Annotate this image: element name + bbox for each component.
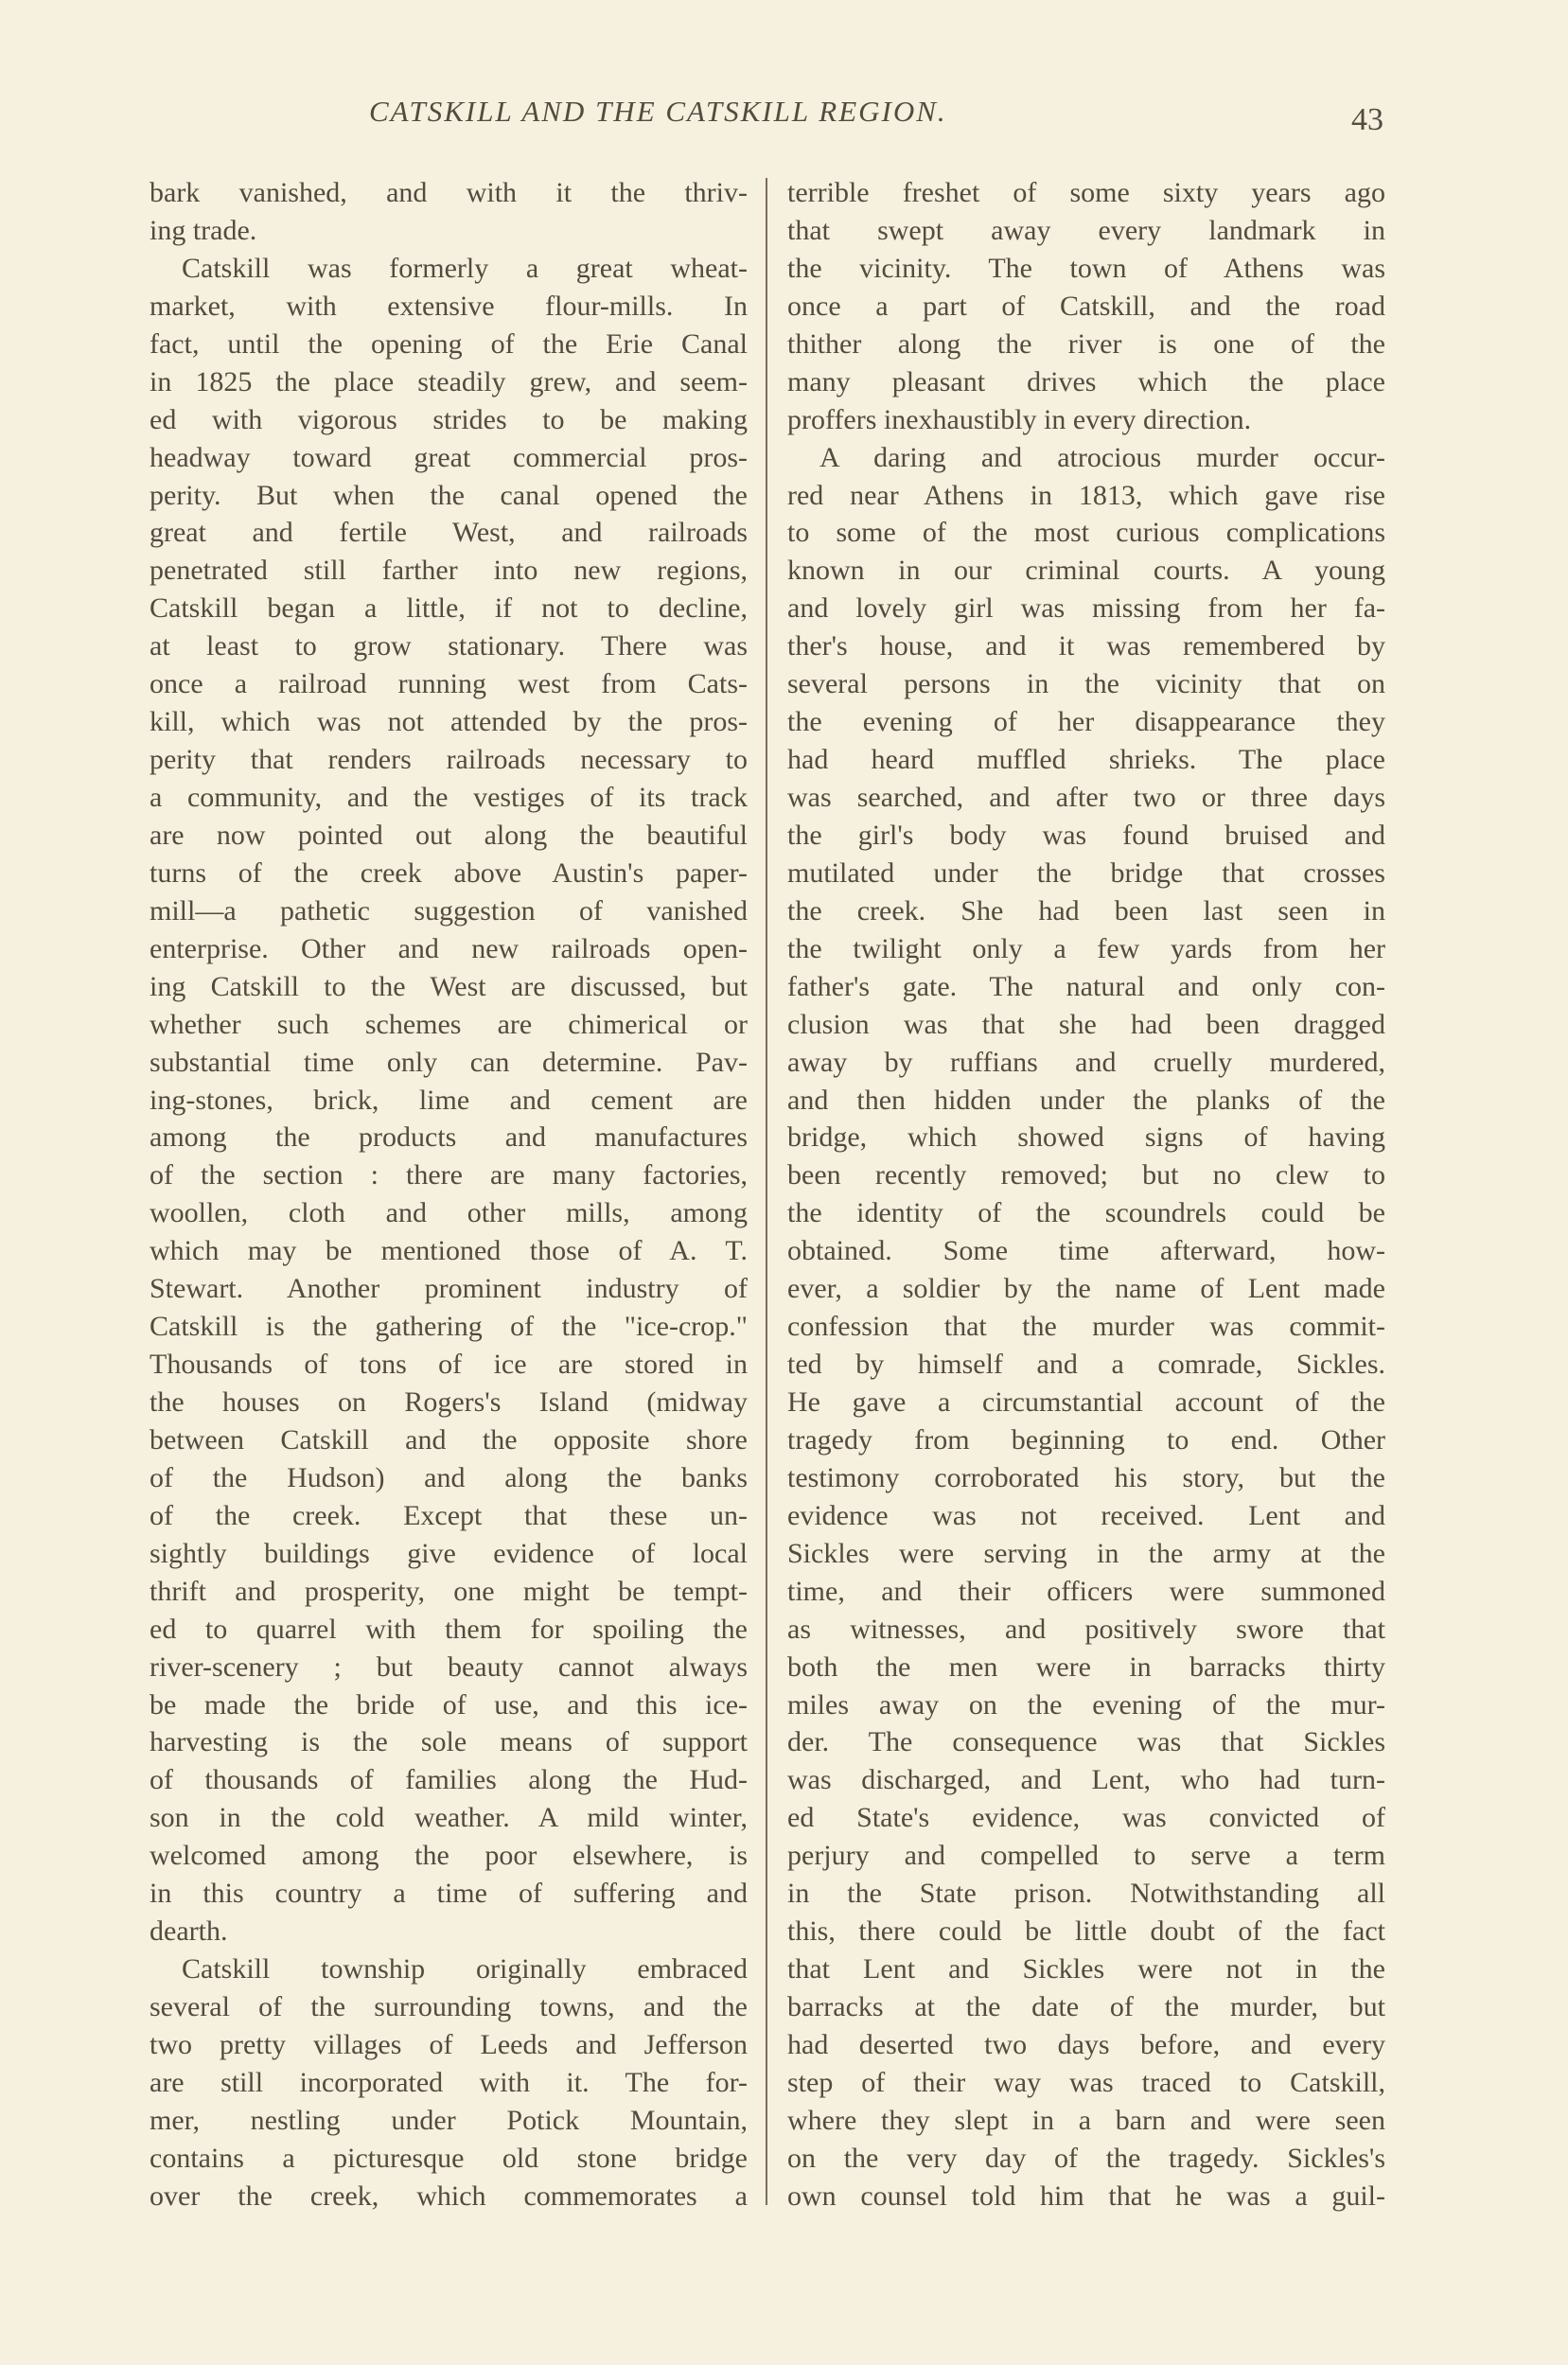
text-line: as witnesses, and positively swore that <box>787 1613 1385 1645</box>
text-line: of the creek. Except that these un- <box>150 1499 748 1531</box>
text-line: ther's house, and it was remembered by <box>787 630 1385 662</box>
text-line: was searched, and after two or three days <box>787 782 1385 813</box>
text-line: been recently removed; but no clew to <box>787 1159 1385 1191</box>
text-line: and lovely girl was missing from her fa- <box>787 592 1385 625</box>
text-line: perjury and compelled to serve a term <box>787 1840 1385 1872</box>
text-line: this, there could be little doubt of the fact <box>787 1915 1385 1948</box>
text-line: to some of the most curious complications <box>787 517 1385 549</box>
text-line: thither along the river is one of the <box>787 327 1385 360</box>
text-line: mutilated under the bridge that crosses <box>787 856 1385 889</box>
text-line: obtained. Some time afterward, how- <box>787 1235 1385 1267</box>
text-line: had deserted two days before, and every <box>787 2028 1385 2060</box>
text-line: the vicinity. The town of Athens was <box>787 252 1385 284</box>
text-line: in the State prison. Notwithstanding all <box>787 1878 1385 1910</box>
text-line: of the Hudson) and along the banks <box>150 1461 748 1493</box>
text-line: perity. But when the canal opened the <box>150 479 748 511</box>
text-line: ed to quarrel with them for spoiling the <box>150 1613 748 1645</box>
text-line: time, and their officers were summoned <box>787 1575 1385 1607</box>
text-line: river-scenery ; but beauty cannot always <box>150 1650 748 1683</box>
text-line: Thousands of tons of ice are stored in <box>150 1349 748 1381</box>
text-line: Sickles were serving in the army at the <box>787 1537 1385 1569</box>
text-line: Stewart. Another prominent industry of <box>150 1273 748 1305</box>
text-line: perity that renders railroads necessary to <box>150 744 748 776</box>
text-line: the evening of her disappearance they <box>787 706 1385 738</box>
text-line: proffers inexhaustibly in every direction. <box>787 403 1252 435</box>
text-line: many pleasant drives which the place <box>787 365 1385 397</box>
text-line: Catskill township originally embraced <box>182 1953 748 1986</box>
text-line: turns of the creek above Austin's paper- <box>150 856 748 889</box>
text-line: ing trade. <box>150 214 257 246</box>
text-line: whether such schemes are chimerical or <box>150 1008 748 1040</box>
text-line: bridge, which showed signs of having <box>787 1121 1385 1154</box>
text-line: He gave a circumstantial account of the <box>787 1386 1385 1418</box>
text-line: are still incorporated with it. The for- <box>150 2066 748 2098</box>
text-line: sightly buildings give evidence of local <box>150 1537 748 1569</box>
text-line: between Catskill and the opposite shore <box>150 1423 748 1456</box>
text-line: known in our criminal courts. A young <box>787 555 1385 587</box>
text-line: several persons in the vicinity that on <box>787 668 1385 700</box>
text-line: be made the bride of use, and this ice- <box>150 1688 748 1721</box>
text-line: was discharged, and Lent, who had turn- <box>787 1764 1385 1796</box>
text-line: ever, a soldier by the name of Lent made <box>787 1273 1385 1305</box>
text-line: two pretty villages of Leeds and Jefferson <box>150 2028 748 2060</box>
text-line: ted by himself and a comrade, Sickles. <box>787 1349 1385 1381</box>
text-line: welcomed among the poor elsewhere, is <box>150 1840 748 1872</box>
text-line: of thousands of families along the Hud- <box>150 1764 748 1796</box>
text-line: step of their way was traced to Catskill, <box>787 2066 1385 2098</box>
text-line: substantial time only can determine. Pav- <box>150 1046 748 1078</box>
text-line: ed State's evidence, was convicted of <box>787 1802 1385 1834</box>
text-line: ing-stones, brick, lime and cement are <box>150 1084 748 1116</box>
text-line: are now pointed out along the beautiful <box>150 819 748 851</box>
text-line: clusion was that she had been dragged <box>787 1008 1385 1040</box>
page-number: 43 <box>1351 102 1383 137</box>
text-line: the girl's body was found bruised and <box>787 819 1385 851</box>
text-line: terrible freshet of some sixty years ago <box>787 177 1385 208</box>
text-line: of the section : there are many factories, <box>150 1159 748 1191</box>
text-line: ing Catskill to the West are discussed, but <box>150 970 748 1002</box>
text-line: fact, until the opening of the Erie Canal <box>150 327 748 360</box>
text-line: the twilight only a few yards from her <box>787 932 1385 964</box>
text-line: and then hidden under the planks of the <box>787 1084 1385 1116</box>
text-line: tragedy from beginning to end. Other <box>787 1423 1385 1456</box>
text-line: harvesting is the sole means of support <box>150 1726 748 1758</box>
text-line: confession that the murder was commit- <box>787 1311 1385 1343</box>
text-line: once a railroad running west from Cats- <box>150 668 748 700</box>
text-line: Catskill began a little, if not to decline, <box>150 592 748 625</box>
text-line: on the very day of the tragedy. Sickles's <box>787 2142 1385 2174</box>
text-line: that Lent and Sickles were not in the <box>787 1953 1385 1986</box>
text-line: the identity of the scoundrels could be <box>787 1197 1385 1229</box>
text-line: several of the surrounding towns, and the <box>150 1991 748 2022</box>
text-line: away by ruffians and cruelly murdered, <box>787 1046 1385 1078</box>
text-line: had heard muffled shrieks. The place <box>787 744 1385 776</box>
text-line: enterprise. Other and new railroads open- <box>150 932 748 964</box>
text-line: woollen, cloth and other mills, among <box>150 1197 748 1229</box>
left-column <box>150 174 748 2215</box>
text-line: the creek. She had been last seen in <box>787 894 1385 927</box>
text-line: mer, nestling under Potick Mountain, <box>150 2104 748 2136</box>
text-line: headway toward great commercial pros- <box>150 441 748 473</box>
text-line: barracks at the date of the murder, but <box>787 1991 1385 2022</box>
text-line: father's gate. The natural and only con- <box>787 970 1385 1002</box>
text-line: in 1825 the place steadily grew, and seem- <box>150 365 748 397</box>
text-line: kill, which was not attended by the pros- <box>150 706 748 738</box>
text-line: testimony corroborated his story, but the <box>787 1461 1385 1493</box>
text-line: own counsel told him that he was a guil- <box>787 2180 1385 2212</box>
text-line: at least to grow stationary. There was <box>150 630 748 662</box>
running-header: CATSKILL AND THE CATSKILL REGION. <box>369 95 947 128</box>
text-line: A daring and atrocious murder occur- <box>819 441 1385 473</box>
text-line: over the creek, which commemorates a <box>150 2180 748 2212</box>
text-line: ed with vigorous strides to be making <box>150 403 748 435</box>
text-line: red near Athens in 1813, which gave rise <box>787 479 1385 511</box>
text-line: great and fertile West, and railroads <box>150 517 748 549</box>
right-column <box>787 174 1385 2215</box>
text-line: contains a picturesque old stone bridge <box>150 2142 748 2174</box>
text-line: which may be mentioned those of A. T. <box>150 1235 748 1267</box>
text-line: son in the cold weather. A mild winter, <box>150 1802 748 1834</box>
text-line: thrift and prosperity, one might be tempt- <box>150 1575 748 1607</box>
text-line: both the men were in barracks thirty <box>787 1650 1385 1683</box>
text-line: that swept away every landmark in <box>787 214 1385 246</box>
text-line: evidence was not received. Lent and <box>787 1499 1385 1531</box>
column-divider <box>766 178 767 2205</box>
text-line: Catskill is the gathering of the "ice-crop." <box>150 1311 748 1343</box>
text-line: miles away on the evening of the mur- <box>787 1688 1385 1721</box>
text-line: in this country a time of suffering and <box>150 1878 748 1910</box>
text-line: penetrated still farther into new regions, <box>150 555 748 587</box>
text-line: the houses on Rogers's Island (midway <box>150 1386 748 1418</box>
text-line: a community, and the vestiges of its track <box>150 782 748 813</box>
text-line: once a part of Catskill, and the road <box>787 290 1385 322</box>
text-line: market, with extensive flour-mills. In <box>150 290 748 322</box>
text-line: among the products and manufactures <box>150 1121 748 1154</box>
text-line: where they slept in a barn and were seen <box>787 2104 1385 2136</box>
text-line: der. The consequence was that Sickles <box>787 1726 1385 1758</box>
text-line: bark vanished, and with it the thriv- <box>150 177 748 208</box>
text-line: mill—a pathetic suggestion of vanished <box>150 894 748 927</box>
text-line: Catskill was formerly a great wheat- <box>182 252 748 284</box>
text-line: dearth. <box>150 1915 228 1948</box>
